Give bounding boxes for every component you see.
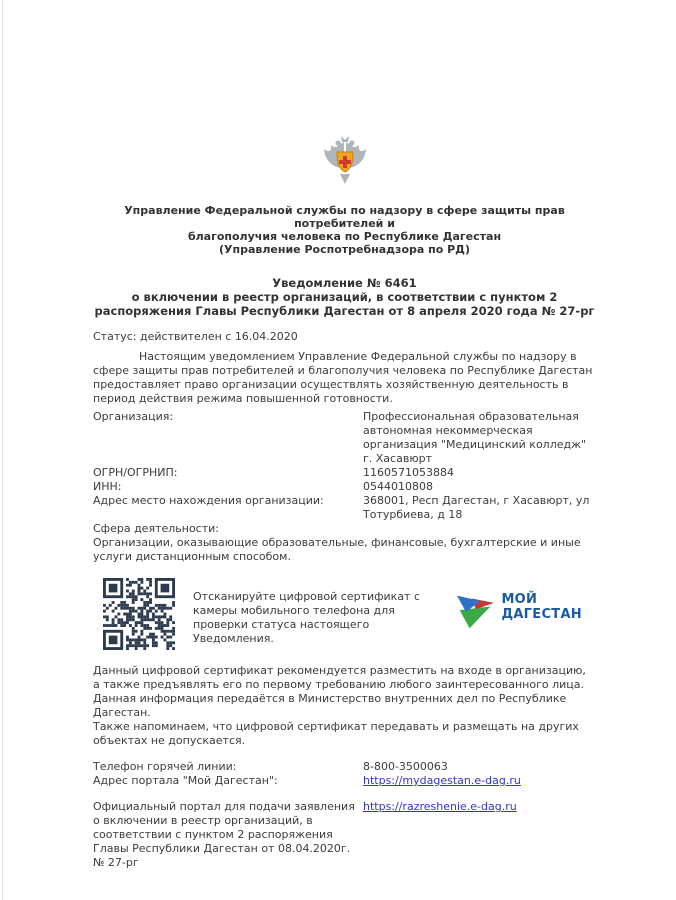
detail-label: Организация: [93, 410, 174, 423]
hotline-number: 8-800-3500063 [363, 760, 448, 773]
mydagestan-link[interactable]: https://mydagestan.e-dag.ru [363, 774, 521, 787]
activity-text: Организации, оказывающие образовательные, финансовые, бухгалтерские и иные услуги дистанционным способом. [93, 536, 581, 563]
moy-dagestan-wordmark [501, 592, 582, 622]
contacts-section [93, 760, 596, 788]
certificate-section [93, 578, 596, 650]
document-content [93, 0, 596, 870]
authority-line: (Управление Роспотребнадзора по РД) [218, 243, 471, 256]
authority-name [93, 204, 596, 256]
status-line: Статус: действителен с 16.04.2020 [93, 330, 298, 343]
document-title [93, 276, 596, 318]
hotline-label: Телефон горячей линии: [93, 760, 237, 773]
detail-value: 368001, Респ Дагестан, г Хасавюрт, ул Тотурбиева, д 18 [363, 494, 590, 521]
detail-value: 0544010808 [363, 480, 433, 493]
detail-row-address [93, 494, 596, 522]
rospotrebnadzor-emblem-icon [322, 136, 368, 186]
note-paragraph: Данный цифровой сертификат рекомендуется разместить на входе в организацию, а также предъявлять его по первому требованию любого заинтересованного лица. [93, 664, 586, 691]
logo-word: ДАГЕСТАН [501, 607, 582, 622]
page-left-edge [2, 0, 3, 900]
detail-value: Профессиональная образовательная автономная некоммерческая организация "Медицинский колледж" г. Хасавюрт [363, 410, 587, 465]
application-portal-section [93, 800, 596, 870]
note-paragraph: Также напоминаем, что цифровой сертификат передавать и размещать на других объектах не допускается. [93, 720, 579, 747]
title-line: о включении в реестр организаций, в соответствии с пунктом 2 [131, 290, 558, 304]
detail-row-organization [93, 410, 596, 466]
application-portal-label: Официальный портал для подачи заявления о включении в реестр организаций, в соответствии с пунктом 2 распоряжения Главы Республики Дагестан от 08.04.2020г. № 27-рг [93, 800, 355, 869]
hotline-row [93, 760, 596, 774]
intro-paragraph: Настоящим уведомлением Управление Федеральной службы по надзору в сфере защиты прав потребителей и благополучия человека по Республике Дагестан предоставляет право организации осуществлять хозяйственную деятельность в период действия режима повышенной готовности. [93, 350, 593, 405]
portal-row [93, 774, 596, 788]
qr-caption: Отсканируйте цифровой сертификат с камеры мобильного телефона для проверки статуса настоящего Уведомления. [193, 590, 421, 645]
qr-finder-top-right [155, 578, 175, 598]
detail-label: ОГРН/ОГРНИП: [93, 466, 178, 479]
title-line: Уведомление № 6461 [272, 276, 417, 290]
note-paragraph: Данная информация передаётся в Министерство внутренних дел по Республике Дагестан. [93, 692, 567, 719]
notes-section [93, 664, 596, 748]
detail-label: Адрес место нахождения организации: [93, 494, 324, 507]
portal-label: Адрес портала "Мой Дагестан": [93, 774, 278, 787]
detail-row-inn [93, 480, 596, 494]
authority-line: Управление Федеральной службы по надзору в сфере защиты прав потребителей и [124, 204, 565, 230]
qr-finder-bottom-left [103, 630, 123, 650]
organization-details [93, 410, 596, 564]
moy-dagestan-logo [455, 578, 582, 630]
detail-label: ИНН: [93, 480, 122, 493]
qr-code [103, 578, 175, 650]
moy-dagestan-arrow-icon [455, 592, 495, 630]
qr-finder-top-left [103, 578, 123, 598]
activity-label: Сфера деятельности: [93, 522, 219, 535]
detail-value: 1160571053884 [363, 466, 454, 479]
logo-word: МОЙ [501, 592, 538, 607]
razreshenie-link[interactable]: https://razreshenie.e-dag.ru [363, 800, 517, 813]
title-line: распоряжения Главы Республики Дагестан от 8 апреля 2020 года № 27-рг [94, 304, 595, 318]
detail-row-ogrn [93, 466, 596, 480]
emblem-container [93, 0, 596, 190]
authority-line: благополучия человека по Республике Дагестан [187, 230, 502, 243]
